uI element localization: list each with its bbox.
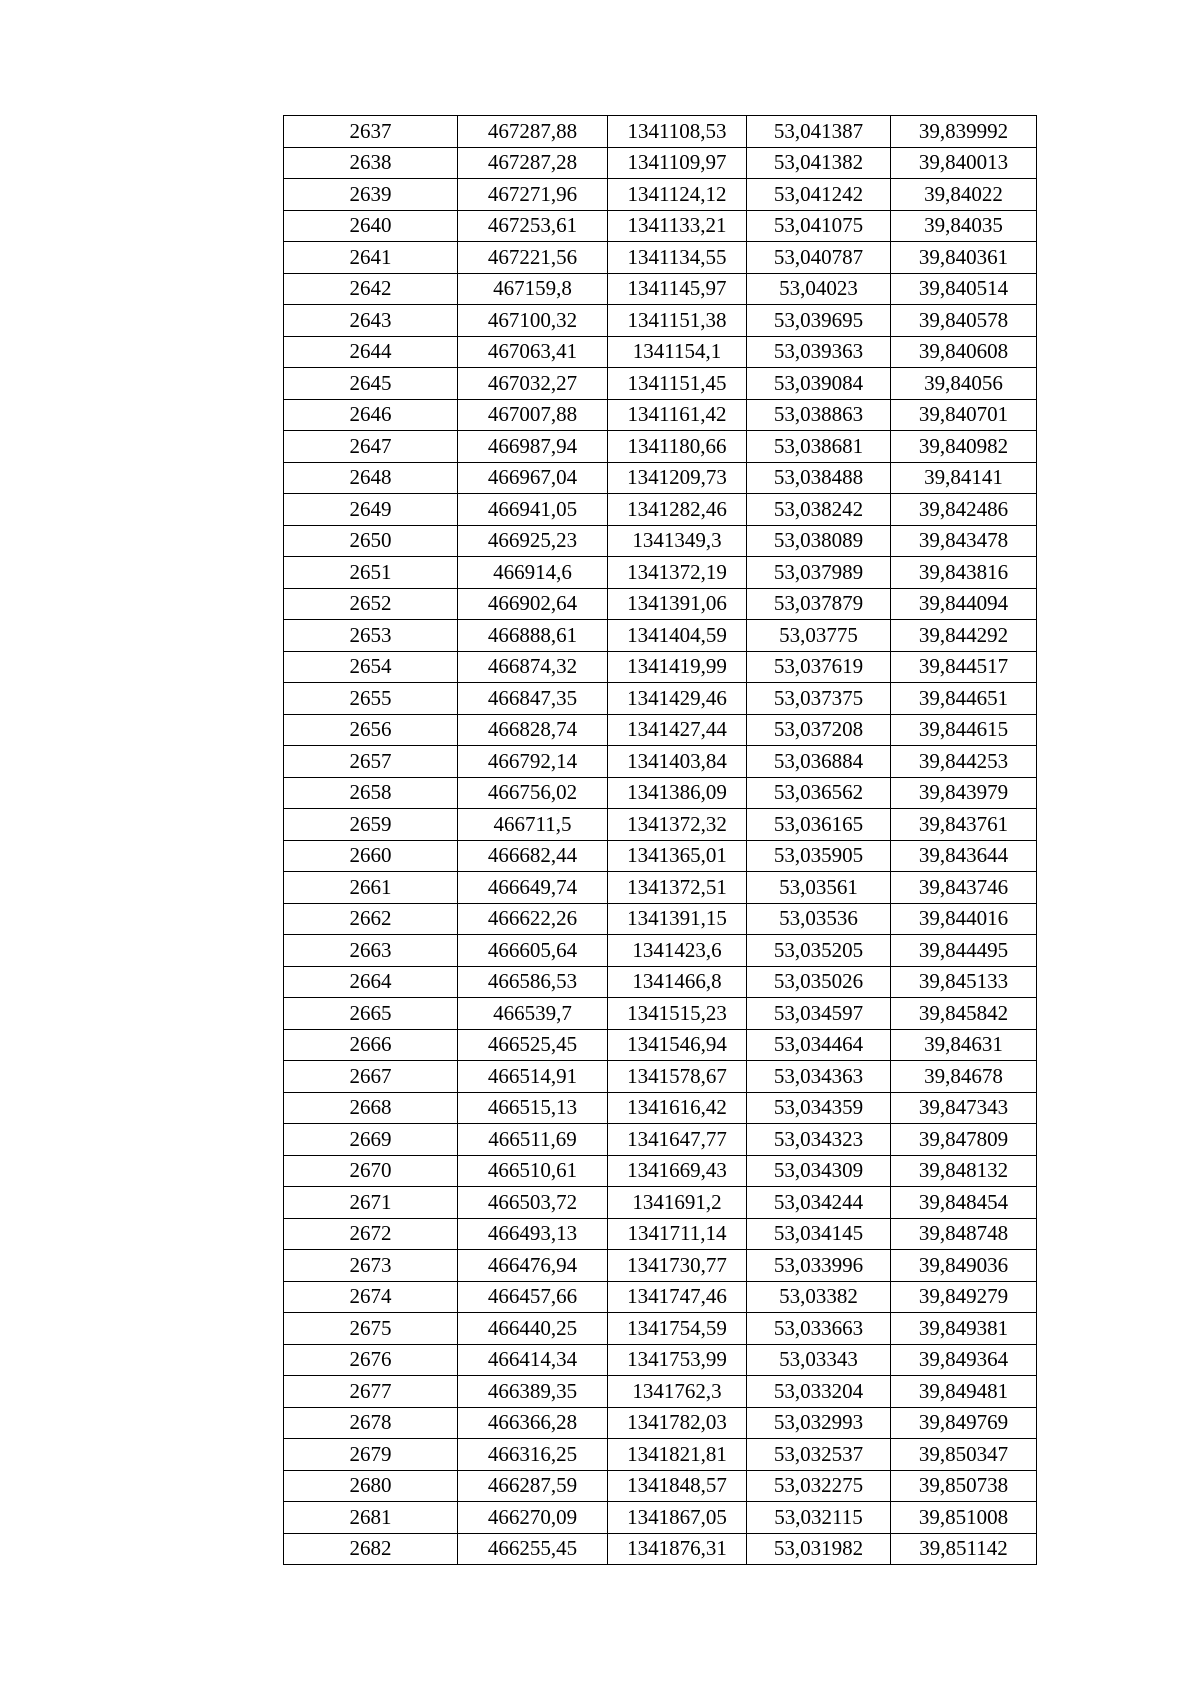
x-coordinate-cell: 466316,25 [458, 1439, 608, 1471]
point-number-cell: 2665 [284, 998, 458, 1030]
y-coordinate-cell: 1341782,03 [608, 1407, 747, 1439]
latitude-cell: 53,035205 [747, 935, 891, 967]
table-row [284, 903, 1037, 935]
x-coordinate-cell: 467063,41 [458, 336, 608, 368]
longitude-cell: 39,84035 [891, 210, 1037, 242]
longitude-cell: 39,844292 [891, 620, 1037, 652]
longitude-cell: 39,848132 [891, 1155, 1037, 1187]
point-number-cell: 2673 [284, 1250, 458, 1282]
longitude-cell: 39,851142 [891, 1533, 1037, 1565]
table-row [284, 462, 1037, 494]
longitude-cell: 39,84022 [891, 179, 1037, 211]
x-coordinate-cell: 466711,5 [458, 809, 608, 841]
point-number-cell: 2657 [284, 746, 458, 778]
y-coordinate-cell: 1341546,94 [608, 1029, 747, 1061]
table-row [284, 1029, 1037, 1061]
x-coordinate-cell: 466440,25 [458, 1313, 608, 1345]
latitude-cell: 53,041382 [747, 147, 891, 179]
table-row [284, 1407, 1037, 1439]
longitude-cell: 39,845842 [891, 998, 1037, 1030]
x-coordinate-cell: 466914,6 [458, 557, 608, 589]
point-number-cell: 2645 [284, 368, 458, 400]
coordinate-table-body [284, 116, 1037, 1565]
latitude-cell: 53,039363 [747, 336, 891, 368]
longitude-cell: 39,843478 [891, 525, 1037, 557]
point-number-cell: 2644 [284, 336, 458, 368]
table-row [284, 714, 1037, 746]
latitude-cell: 53,03561 [747, 872, 891, 904]
latitude-cell: 53,03775 [747, 620, 891, 652]
latitude-cell: 53,032275 [747, 1470, 891, 1502]
y-coordinate-cell: 1341747,46 [608, 1281, 747, 1313]
longitude-cell: 39,840608 [891, 336, 1037, 368]
longitude-cell: 39,849481 [891, 1376, 1037, 1408]
longitude-cell: 39,847809 [891, 1124, 1037, 1156]
point-number-cell: 2655 [284, 683, 458, 715]
point-number-cell: 2677 [284, 1376, 458, 1408]
y-coordinate-cell: 1341365,01 [608, 840, 747, 872]
longitude-cell: 39,844651 [891, 683, 1037, 715]
table-row [284, 620, 1037, 652]
table-row [284, 525, 1037, 557]
y-coordinate-cell: 1341154,1 [608, 336, 747, 368]
y-coordinate-cell: 1341711,14 [608, 1218, 747, 1250]
point-number-cell: 2649 [284, 494, 458, 526]
longitude-cell: 39,843746 [891, 872, 1037, 904]
table-row [284, 1092, 1037, 1124]
latitude-cell: 53,037208 [747, 714, 891, 746]
longitude-cell: 39,844253 [891, 746, 1037, 778]
point-number-cell: 2679 [284, 1439, 458, 1471]
longitude-cell: 39,840013 [891, 147, 1037, 179]
longitude-cell: 39,840361 [891, 242, 1037, 274]
y-coordinate-cell: 1341372,51 [608, 872, 747, 904]
longitude-cell: 39,849769 [891, 1407, 1037, 1439]
x-coordinate-cell: 466287,59 [458, 1470, 608, 1502]
y-coordinate-cell: 1341161,42 [608, 399, 747, 431]
point-number-cell: 2654 [284, 651, 458, 683]
x-coordinate-cell: 466476,94 [458, 1250, 608, 1282]
table-row [284, 242, 1037, 274]
point-number-cell: 2638 [284, 147, 458, 179]
table-row [284, 840, 1037, 872]
y-coordinate-cell: 1341108,53 [608, 116, 747, 148]
latitude-cell: 53,039084 [747, 368, 891, 400]
table-row [284, 777, 1037, 809]
latitude-cell: 53,038681 [747, 431, 891, 463]
table-row [284, 336, 1037, 368]
x-coordinate-cell: 466847,35 [458, 683, 608, 715]
x-coordinate-cell: 467032,27 [458, 368, 608, 400]
longitude-cell: 39,844016 [891, 903, 1037, 935]
latitude-cell: 53,037375 [747, 683, 891, 715]
point-number-cell: 2662 [284, 903, 458, 935]
longitude-cell: 39,844094 [891, 588, 1037, 620]
latitude-cell: 53,041075 [747, 210, 891, 242]
x-coordinate-cell: 466622,26 [458, 903, 608, 935]
y-coordinate-cell: 1341151,38 [608, 305, 747, 337]
latitude-cell: 53,035905 [747, 840, 891, 872]
table-row [284, 966, 1037, 998]
latitude-cell: 53,036165 [747, 809, 891, 841]
longitude-cell: 39,840701 [891, 399, 1037, 431]
table-row [284, 1061, 1037, 1093]
latitude-cell: 53,034145 [747, 1218, 891, 1250]
table-row [284, 1155, 1037, 1187]
point-number-cell: 2669 [284, 1124, 458, 1156]
table-row [284, 809, 1037, 841]
y-coordinate-cell: 1341391,06 [608, 588, 747, 620]
longitude-cell: 39,851008 [891, 1502, 1037, 1534]
x-coordinate-cell: 466792,14 [458, 746, 608, 778]
y-coordinate-cell: 1341821,81 [608, 1439, 747, 1471]
table-row [284, 1533, 1037, 1565]
point-number-cell: 2647 [284, 431, 458, 463]
latitude-cell: 53,034309 [747, 1155, 891, 1187]
table-row [284, 935, 1037, 967]
table-row [284, 998, 1037, 1030]
y-coordinate-cell: 1341691,2 [608, 1187, 747, 1219]
x-coordinate-cell: 466503,72 [458, 1187, 608, 1219]
table-row [284, 368, 1037, 400]
longitude-cell: 39,84056 [891, 368, 1037, 400]
x-coordinate-cell: 466828,74 [458, 714, 608, 746]
latitude-cell: 53,034323 [747, 1124, 891, 1156]
point-number-cell: 2674 [284, 1281, 458, 1313]
y-coordinate-cell: 1341151,45 [608, 368, 747, 400]
x-coordinate-cell: 466649,74 [458, 872, 608, 904]
point-number-cell: 2670 [284, 1155, 458, 1187]
point-number-cell: 2672 [284, 1218, 458, 1250]
point-number-cell: 2660 [284, 840, 458, 872]
point-number-cell: 2667 [284, 1061, 458, 1093]
y-coordinate-cell: 1341427,44 [608, 714, 747, 746]
x-coordinate-cell: 466874,32 [458, 651, 608, 683]
point-number-cell: 2681 [284, 1502, 458, 1534]
longitude-cell: 39,845133 [891, 966, 1037, 998]
table-row [284, 1124, 1037, 1156]
longitude-cell: 39,84678 [891, 1061, 1037, 1093]
x-coordinate-cell: 467221,56 [458, 242, 608, 274]
y-coordinate-cell: 1341419,99 [608, 651, 747, 683]
y-coordinate-cell: 1341386,09 [608, 777, 747, 809]
y-coordinate-cell: 1341124,12 [608, 179, 747, 211]
latitude-cell: 53,039695 [747, 305, 891, 337]
x-coordinate-cell: 466987,94 [458, 431, 608, 463]
y-coordinate-cell: 1341762,3 [608, 1376, 747, 1408]
point-number-cell: 2643 [284, 305, 458, 337]
table-row [284, 1439, 1037, 1471]
y-coordinate-cell: 1341876,31 [608, 1533, 747, 1565]
y-coordinate-cell: 1341669,43 [608, 1155, 747, 1187]
x-coordinate-cell: 466902,64 [458, 588, 608, 620]
longitude-cell: 39,849036 [891, 1250, 1037, 1282]
point-number-cell: 2675 [284, 1313, 458, 1345]
latitude-cell: 53,032993 [747, 1407, 891, 1439]
point-number-cell: 2652 [284, 588, 458, 620]
point-number-cell: 2661 [284, 872, 458, 904]
longitude-cell: 39,840514 [891, 273, 1037, 305]
longitude-cell: 39,839992 [891, 116, 1037, 148]
x-coordinate-cell: 467100,32 [458, 305, 608, 337]
point-number-cell: 2639 [284, 179, 458, 211]
point-number-cell: 2658 [284, 777, 458, 809]
y-coordinate-cell: 1341429,46 [608, 683, 747, 715]
y-coordinate-cell: 1341616,42 [608, 1092, 747, 1124]
x-coordinate-cell: 466941,05 [458, 494, 608, 526]
point-number-cell: 2659 [284, 809, 458, 841]
longitude-cell: 39,849279 [891, 1281, 1037, 1313]
point-number-cell: 2664 [284, 966, 458, 998]
x-coordinate-cell: 466457,66 [458, 1281, 608, 1313]
point-number-cell: 2671 [284, 1187, 458, 1219]
longitude-cell: 39,847343 [891, 1092, 1037, 1124]
latitude-cell: 53,03343 [747, 1344, 891, 1376]
y-coordinate-cell: 1341133,21 [608, 210, 747, 242]
latitude-cell: 53,041387 [747, 116, 891, 148]
point-number-cell: 2642 [284, 273, 458, 305]
longitude-cell: 39,850738 [891, 1470, 1037, 1502]
y-coordinate-cell: 1341372,32 [608, 809, 747, 841]
x-coordinate-cell: 466514,91 [458, 1061, 608, 1093]
longitude-cell: 39,850347 [891, 1439, 1037, 1471]
x-coordinate-cell: 466525,45 [458, 1029, 608, 1061]
table-row [284, 746, 1037, 778]
y-coordinate-cell: 1341647,77 [608, 1124, 747, 1156]
table-row [284, 557, 1037, 589]
latitude-cell: 53,041242 [747, 179, 891, 211]
y-coordinate-cell: 1341466,8 [608, 966, 747, 998]
y-coordinate-cell: 1341403,84 [608, 746, 747, 778]
table-row [284, 179, 1037, 211]
x-coordinate-cell: 467287,88 [458, 116, 608, 148]
x-coordinate-cell: 467159,8 [458, 273, 608, 305]
latitude-cell: 53,032537 [747, 1439, 891, 1471]
longitude-cell: 39,848748 [891, 1218, 1037, 1250]
x-coordinate-cell: 467271,96 [458, 179, 608, 211]
point-number-cell: 2651 [284, 557, 458, 589]
x-coordinate-cell: 466511,69 [458, 1124, 608, 1156]
y-coordinate-cell: 1341754,59 [608, 1313, 747, 1345]
table-row [284, 683, 1037, 715]
x-coordinate-cell: 466756,02 [458, 777, 608, 809]
table-row [284, 273, 1037, 305]
x-coordinate-cell: 466414,34 [458, 1344, 608, 1376]
longitude-cell: 39,844495 [891, 935, 1037, 967]
latitude-cell: 53,031982 [747, 1533, 891, 1565]
y-coordinate-cell: 1341730,77 [608, 1250, 747, 1282]
latitude-cell: 53,03536 [747, 903, 891, 935]
latitude-cell: 53,038863 [747, 399, 891, 431]
point-number-cell: 2640 [284, 210, 458, 242]
latitude-cell: 53,04023 [747, 273, 891, 305]
latitude-cell: 53,040787 [747, 242, 891, 274]
longitude-cell: 39,843761 [891, 809, 1037, 841]
latitude-cell: 53,034363 [747, 1061, 891, 1093]
table-row [284, 1376, 1037, 1408]
latitude-cell: 53,033663 [747, 1313, 891, 1345]
point-number-cell: 2653 [284, 620, 458, 652]
table-row [284, 588, 1037, 620]
x-coordinate-cell: 467253,61 [458, 210, 608, 242]
table-row [284, 399, 1037, 431]
y-coordinate-cell: 1341848,57 [608, 1470, 747, 1502]
table-row [284, 494, 1037, 526]
latitude-cell: 53,038488 [747, 462, 891, 494]
x-coordinate-cell: 466515,13 [458, 1092, 608, 1124]
x-coordinate-cell: 466586,53 [458, 966, 608, 998]
x-coordinate-cell: 466493,13 [458, 1218, 608, 1250]
point-number-cell: 2637 [284, 116, 458, 148]
latitude-cell: 53,035026 [747, 966, 891, 998]
table-row [284, 872, 1037, 904]
latitude-cell: 53,033204 [747, 1376, 891, 1408]
latitude-cell: 53,036562 [747, 777, 891, 809]
longitude-cell: 39,844615 [891, 714, 1037, 746]
longitude-cell: 39,843816 [891, 557, 1037, 589]
latitude-cell: 53,03382 [747, 1281, 891, 1313]
y-coordinate-cell: 1341372,19 [608, 557, 747, 589]
point-number-cell: 2641 [284, 242, 458, 274]
y-coordinate-cell: 1341209,73 [608, 462, 747, 494]
point-number-cell: 2663 [284, 935, 458, 967]
y-coordinate-cell: 1341867,05 [608, 1502, 747, 1534]
table-row [284, 1281, 1037, 1313]
point-number-cell: 2648 [284, 462, 458, 494]
y-coordinate-cell: 1341180,66 [608, 431, 747, 463]
y-coordinate-cell: 1341349,3 [608, 525, 747, 557]
latitude-cell: 53,034597 [747, 998, 891, 1030]
table-row [284, 1344, 1037, 1376]
latitude-cell: 53,038242 [747, 494, 891, 526]
point-number-cell: 2668 [284, 1092, 458, 1124]
table-row [284, 305, 1037, 337]
longitude-cell: 39,840982 [891, 431, 1037, 463]
table-row [284, 1187, 1037, 1219]
y-coordinate-cell: 1341753,99 [608, 1344, 747, 1376]
longitude-cell: 39,849381 [891, 1313, 1037, 1345]
y-coordinate-cell: 1341391,15 [608, 903, 747, 935]
latitude-cell: 53,034244 [747, 1187, 891, 1219]
x-coordinate-cell: 467007,88 [458, 399, 608, 431]
x-coordinate-cell: 466255,45 [458, 1533, 608, 1565]
x-coordinate-cell: 466366,28 [458, 1407, 608, 1439]
x-coordinate-cell: 466270,09 [458, 1502, 608, 1534]
table-row [284, 1502, 1037, 1534]
latitude-cell: 53,033996 [747, 1250, 891, 1282]
latitude-cell: 53,036884 [747, 746, 891, 778]
latitude-cell: 53,034359 [747, 1092, 891, 1124]
table-row [284, 431, 1037, 463]
longitude-cell: 39,843979 [891, 777, 1037, 809]
y-coordinate-cell: 1341515,23 [608, 998, 747, 1030]
point-number-cell: 2678 [284, 1407, 458, 1439]
table-row [284, 1250, 1037, 1282]
y-coordinate-cell: 1341578,67 [608, 1061, 747, 1093]
point-number-cell: 2680 [284, 1470, 458, 1502]
table-row [284, 1470, 1037, 1502]
table-row [284, 651, 1037, 683]
latitude-cell: 53,037989 [747, 557, 891, 589]
longitude-cell: 39,840578 [891, 305, 1037, 337]
point-number-cell: 2682 [284, 1533, 458, 1565]
y-coordinate-cell: 1341282,46 [608, 494, 747, 526]
y-coordinate-cell: 1341404,59 [608, 620, 747, 652]
point-number-cell: 2650 [284, 525, 458, 557]
table-row [284, 210, 1037, 242]
longitude-cell: 39,842486 [891, 494, 1037, 526]
x-coordinate-cell: 467287,28 [458, 147, 608, 179]
table-row [284, 116, 1037, 148]
point-number-cell: 2676 [284, 1344, 458, 1376]
y-coordinate-cell: 1341109,97 [608, 147, 747, 179]
x-coordinate-cell: 466888,61 [458, 620, 608, 652]
longitude-cell: 39,849364 [891, 1344, 1037, 1376]
longitude-cell: 39,844517 [891, 651, 1037, 683]
point-number-cell: 2646 [284, 399, 458, 431]
x-coordinate-cell: 466510,61 [458, 1155, 608, 1187]
y-coordinate-cell: 1341134,55 [608, 242, 747, 274]
latitude-cell: 53,037879 [747, 588, 891, 620]
y-coordinate-cell: 1341145,97 [608, 273, 747, 305]
x-coordinate-cell: 466925,23 [458, 525, 608, 557]
latitude-cell: 53,038089 [747, 525, 891, 557]
longitude-cell: 39,84141 [891, 462, 1037, 494]
table-row [284, 147, 1037, 179]
point-number-cell: 2666 [284, 1029, 458, 1061]
latitude-cell: 53,037619 [747, 651, 891, 683]
longitude-cell: 39,843644 [891, 840, 1037, 872]
longitude-cell: 39,84631 [891, 1029, 1037, 1061]
latitude-cell: 53,034464 [747, 1029, 891, 1061]
x-coordinate-cell: 466682,44 [458, 840, 608, 872]
x-coordinate-cell: 466539,7 [458, 998, 608, 1030]
point-number-cell: 2656 [284, 714, 458, 746]
y-coordinate-cell: 1341423,6 [608, 935, 747, 967]
x-coordinate-cell: 466967,04 [458, 462, 608, 494]
x-coordinate-cell: 466389,35 [458, 1376, 608, 1408]
latitude-cell: 53,032115 [747, 1502, 891, 1534]
table-row [284, 1313, 1037, 1345]
coordinate-table [283, 115, 1037, 1565]
table-row [284, 1218, 1037, 1250]
x-coordinate-cell: 466605,64 [458, 935, 608, 967]
longitude-cell: 39,848454 [891, 1187, 1037, 1219]
